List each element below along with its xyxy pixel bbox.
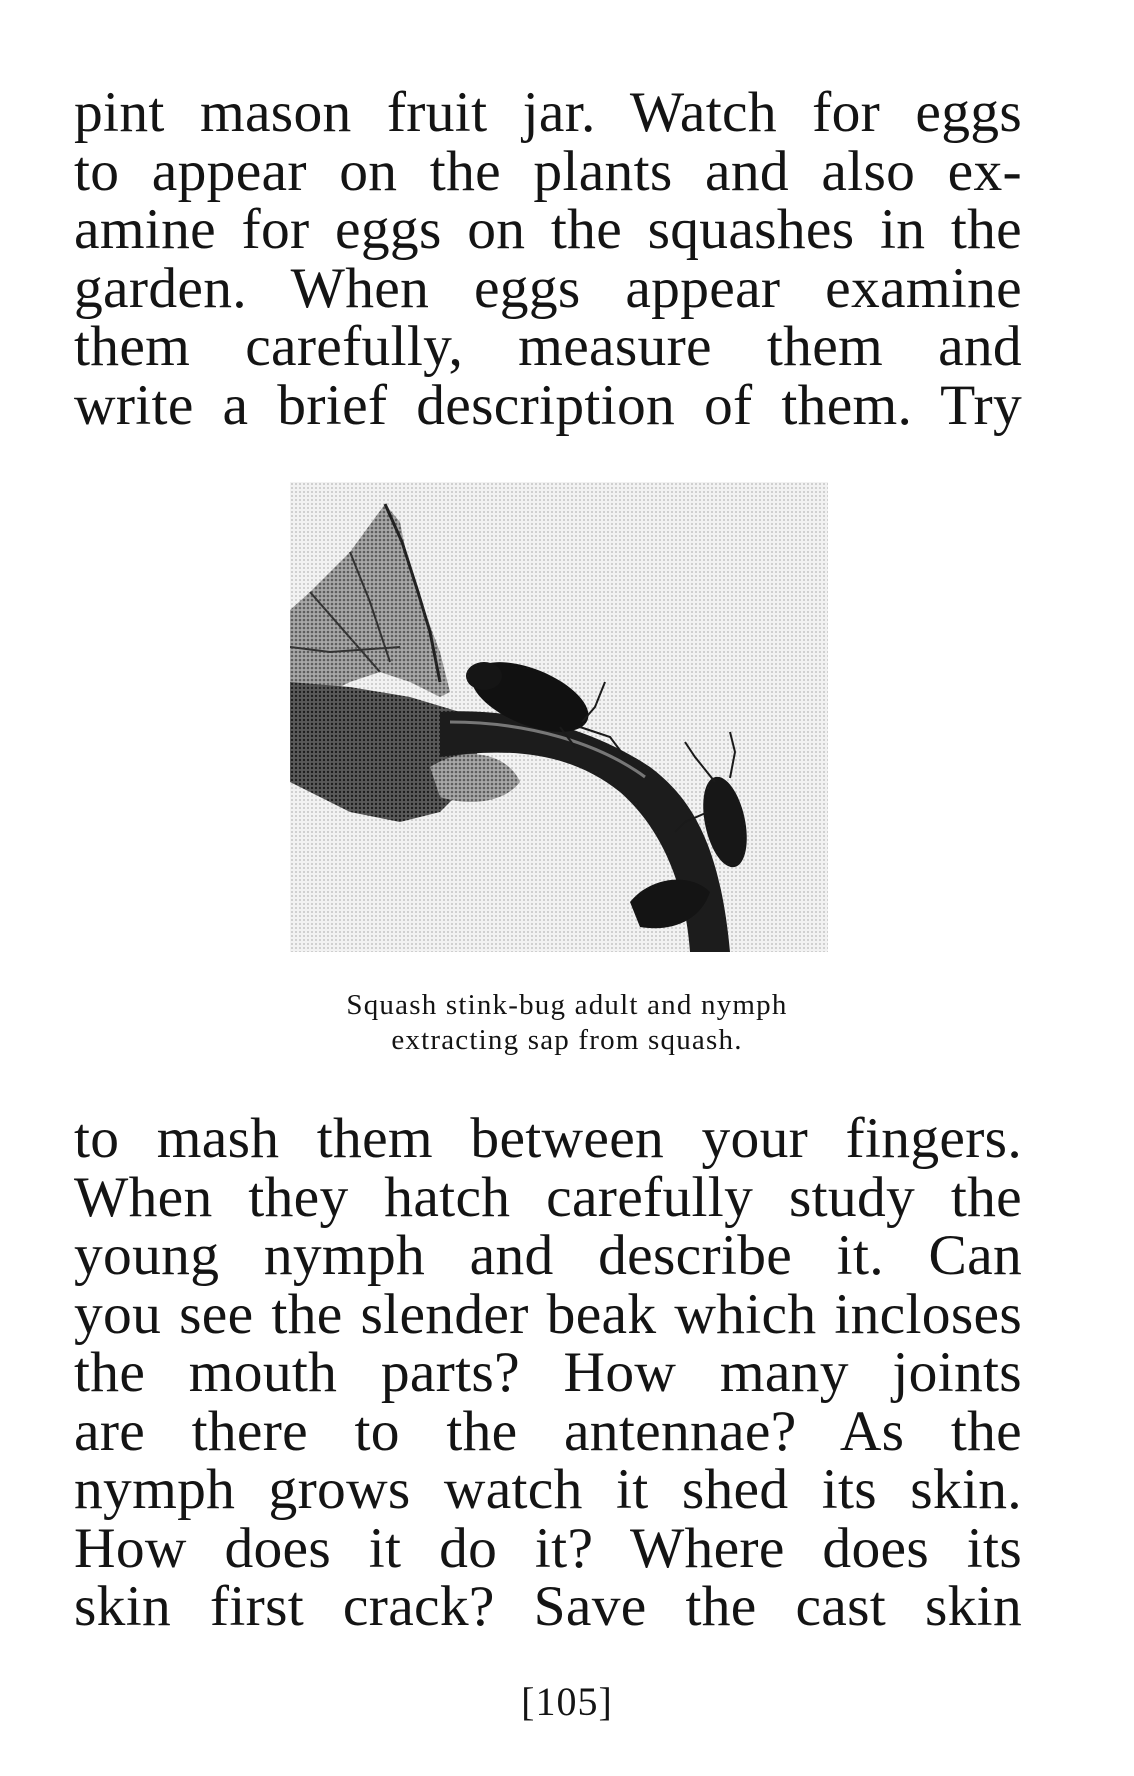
text-line: them carefully, measure them and (74, 315, 1022, 378)
text-line: to appear on the plants and also ex- (74, 139, 1022, 203)
text-line: write a brief description of them. Try (74, 373, 1022, 437)
text-line: amine for eggs on the squashes in the (74, 198, 1022, 261)
text-line: you see the slender beak which incloses (74, 1282, 1022, 1346)
text-line: to mash them between your fingers. (74, 1107, 1022, 1170)
text-line: nymph grows watch it shed its skin. (74, 1458, 1022, 1521)
text-line: pint mason fruit jar. Watch for eggs (74, 81, 1022, 144)
caption-line: Squash stink-bug adult and nymph (346, 989, 788, 1021)
text-line: are there to the antennae? As the (74, 1399, 1022, 1463)
squash-stink-bug-photo (290, 482, 828, 952)
paragraph-top (74, 81, 1022, 437)
text-line: the mouth parts? How many joints (74, 1341, 1022, 1404)
figure-caption (200, 988, 934, 1058)
text-line: skin first crack? Save the cast skin (74, 1575, 1022, 1638)
caption-line: extracting sap from squash. (391, 1024, 743, 1056)
text-line: garden. When eggs appear examine (74, 256, 1022, 320)
page-number: [105] (521, 1679, 613, 1724)
paragraph-bottom (74, 1107, 1022, 1638)
text-line: When they hatch carefully study the (74, 1165, 1022, 1229)
text-line: How does it do it? Where does its (74, 1516, 1022, 1580)
text-line: young nymph and describe it. Can (74, 1224, 1022, 1287)
